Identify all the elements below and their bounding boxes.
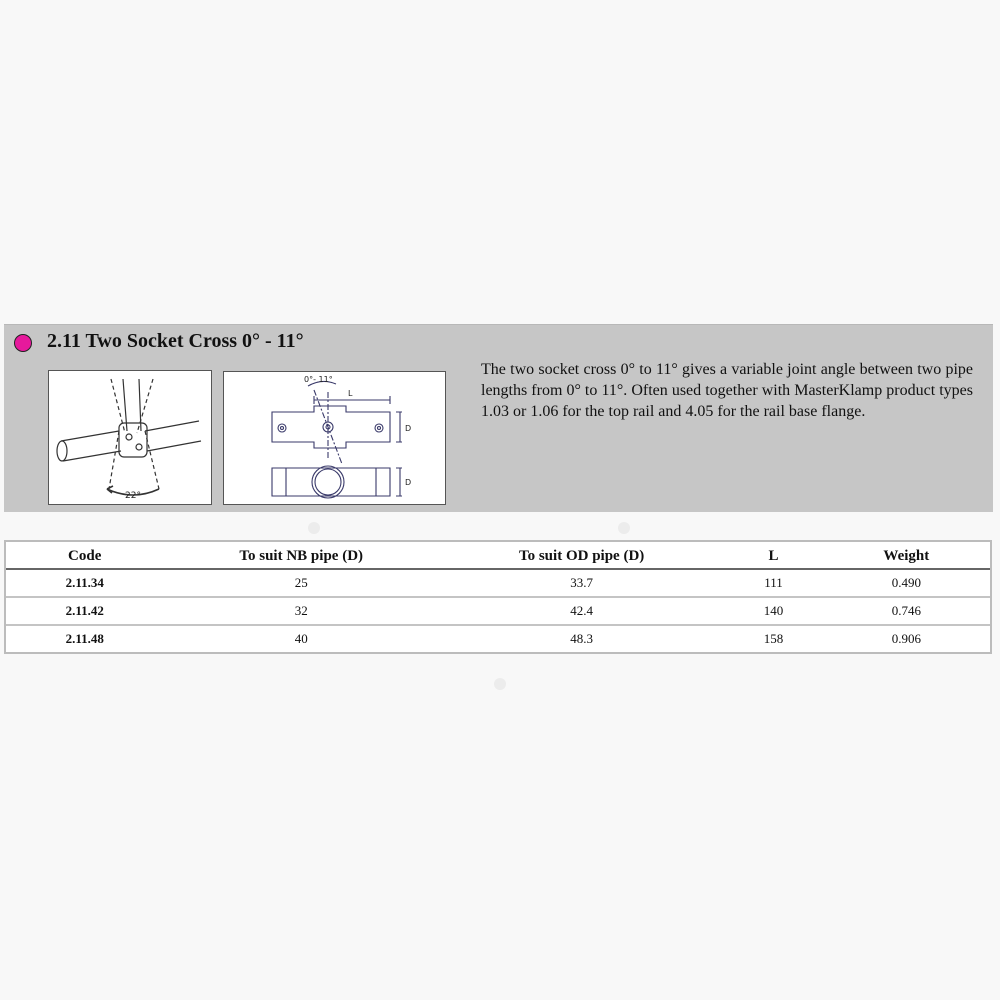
cell-length: 111 [724,569,822,597]
cell-length: 140 [724,597,822,625]
header-nb-pipe: To suit NB pipe (D) [163,542,439,569]
decorative-dot [618,522,630,534]
cell-weight: 0.906 [891,631,921,646]
table-row [6,625,990,652]
diameter-label-bottom: D [405,478,412,487]
header-weight: Weight [823,542,990,569]
angle-label: 22° [125,491,141,501]
dimension-drawing [223,371,446,505]
specification-table [4,540,992,654]
decorative-dot [308,522,320,534]
section-bullet-icon [14,334,32,352]
cell-nb-pipe: 32 [163,597,439,625]
cell-code: 2.11.42 [6,597,163,625]
header-length: L [724,542,822,569]
cell-od-pipe: 48.3 [570,631,593,646]
cell-weight: 0.746 [823,597,990,625]
cell-length: 158 [763,631,784,646]
header-od-pipe: To suit OD pipe (D) [439,542,724,569]
cell-od-pipe: 33.7 [439,569,724,597]
cell-nb-pipe: 25 [163,569,439,597]
diameter-label-top: D [405,424,412,433]
isometric-figure [48,370,212,505]
cell-od-pipe: 42.4 [439,597,724,625]
table-header-row [6,542,990,569]
cell-code: 2.11.34 [6,569,163,597]
length-label: L [348,389,353,398]
cell-weight: 0.490 [823,569,990,597]
cell-code: 2.11.48 [65,631,104,646]
product-title: 2.11 Two Socket Cross 0° - 11° [47,330,304,352]
angle-label-small: 0°- 11° [304,375,333,384]
product-description: The two socket cross 0° to 11° gives a variable joint angle between two pipe lengths from 0° to 11°. Often used together with MasterKlamp product types 1.03 or 1.06 for the top rail and 4.05 for the rail base flange. [481,361,973,420]
header-code: Code [6,542,163,569]
table-row [6,597,990,625]
table-row [6,569,990,597]
decorative-dot [494,678,506,690]
cell-nb-pipe: 40 [294,631,308,646]
